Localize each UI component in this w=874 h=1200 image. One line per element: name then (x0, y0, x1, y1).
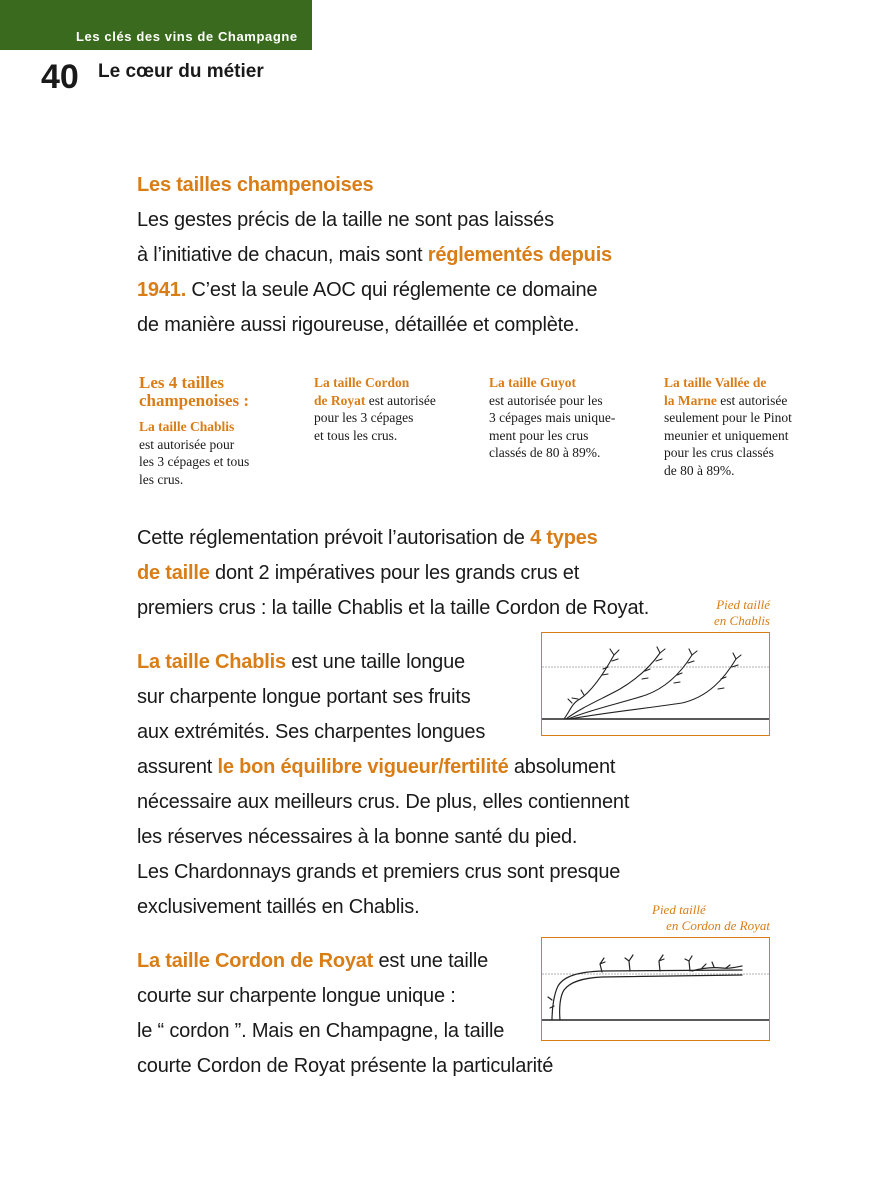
highlight-text: 1941. (137, 279, 187, 301)
banner-title: Les clés des vins de Champagne (76, 29, 298, 44)
column-text: de 80 à 89%. (664, 462, 735, 478)
royat-caption: Pied taillé en Cordon de Royat (652, 902, 770, 933)
column-text: est autorisée pour (139, 436, 235, 452)
column-vallee-marne (664, 374, 792, 479)
column-text: les 3 cépages et tous (139, 454, 250, 469)
royat-vine-illustration (541, 937, 770, 1041)
chablis-line: La taille Chablis est une taille longue (137, 651, 465, 673)
page-number: 40 (41, 58, 79, 96)
intro-paragraph (137, 168, 612, 343)
column-text: seulement pour le Pinot (664, 410, 792, 425)
column-text: pour les 3 cépages (314, 410, 414, 425)
chablis-line: les réserves nécessaires à la bonne santé du pied. (137, 826, 578, 848)
chablis-line: assurent le bon équilibre vigueur/fertilité absolument (137, 756, 616, 778)
intro-line: de manière aussi rigoureuse, détaillée et complète. (137, 314, 580, 336)
column-subtitle: La taille Guyot (489, 375, 576, 390)
royat-line: courte sur charpente longue unique : (137, 985, 456, 1007)
vine-drawing (542, 938, 769, 1040)
regulation-line: de taille dont 2 impératives pour les grands crus et (137, 562, 580, 584)
intro-line: Les gestes précis de la taille ne sont pas laissés (137, 209, 554, 231)
columns-title: Les 4 tailles (139, 373, 224, 392)
highlight-text: réglementés depuis (427, 244, 612, 266)
chablis-caption: Pied taillé en Chablis (714, 597, 770, 628)
chablis-paragraph (137, 645, 629, 925)
columns-title: champenoises : (139, 391, 250, 410)
column-text: classés de 80 à 89%. (489, 445, 601, 460)
column-text: ment pour les crus (489, 427, 589, 443)
regulation-line: Cette réglementation prévoit l’autorisation de 4 types (137, 527, 598, 549)
highlight-text: le bon équilibre vigueur/fertilité (217, 756, 509, 778)
intro-title: Les tailles champenoises (137, 174, 374, 196)
regulation-paragraph (137, 521, 649, 626)
regulation-line: premiers crus : la taille Chablis et la taille Cordon de Royat. (137, 597, 650, 619)
chablis-line: nécessaire aux meilleurs crus. De plus, elles contiennent (137, 791, 630, 813)
royat-paragraph (137, 944, 553, 1084)
column-text: pour les crus classés (664, 445, 774, 460)
column-subtitle: La taille Chablis (139, 419, 235, 434)
royat-line: le “ cordon ”. Mais en Champagne, la taille (137, 1020, 505, 1042)
royat-line: courte Cordon de Royat présente la particularité (137, 1055, 554, 1077)
column-text: 3 cépages mais unique- (489, 410, 616, 425)
header-banner (0, 0, 312, 50)
column-chablis (139, 374, 249, 488)
chablis-line: Les Chardonnays grands et premiers crus sont presque (137, 861, 621, 883)
column-text: et tous les crus. (314, 427, 398, 443)
chablis-line: aux extrémités. Ses charpentes longues (137, 721, 486, 743)
column-text: meunier et uniquement (664, 427, 789, 443)
royat-line: La taille Cordon de Royat est une taille (137, 950, 489, 972)
column-text: les crus. (139, 471, 184, 487)
column-guyot (489, 374, 615, 462)
chablis-line: sur charpente longue portant ses fruits (137, 686, 471, 708)
section-title: Le cœur du métier (98, 61, 264, 82)
highlight-text: de taille (137, 562, 210, 584)
chablis-title: La taille Chablis (137, 651, 286, 673)
chablis-line: exclusivement taillés en Chablis. (137, 896, 420, 918)
column-subtitle: La taille Vallée de (664, 375, 767, 390)
column-subtitle: La taille Cordon (314, 375, 410, 390)
highlight-text: 4 types (530, 527, 598, 549)
column-cordon-royat (314, 374, 436, 444)
column-text: de Royat est autorisée (314, 392, 436, 408)
intro-line: à l’initiative de chacun, mais sont réglementés depuis (137, 244, 612, 266)
royat-title: La taille Cordon de Royat (137, 950, 374, 972)
column-text: la Marne est autorisée (664, 392, 788, 408)
intro-line: 1941. C’est la seule AOC qui réglemente ce domaine (137, 279, 598, 301)
column-text: est autorisée pour les (489, 392, 603, 408)
